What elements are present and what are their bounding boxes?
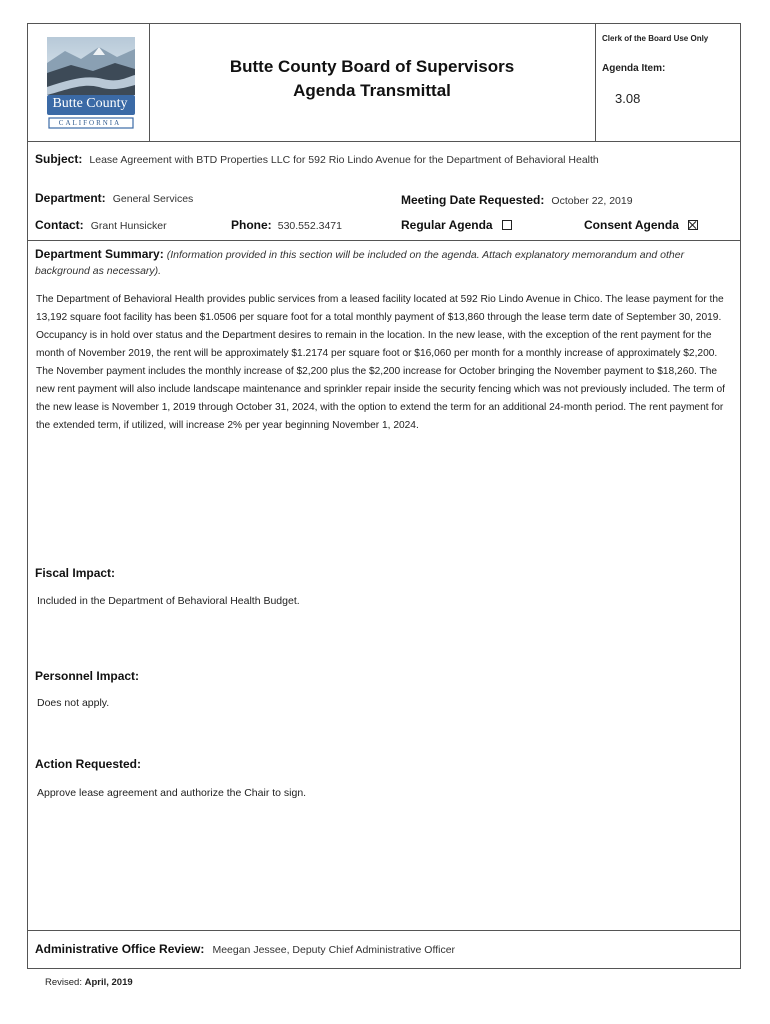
admin-review-row [35, 942, 455, 956]
regular-agenda-row [401, 218, 512, 232]
meeting-date-label: Meeting Date Requested: [401, 193, 545, 207]
header-row [28, 24, 740, 142]
admin-review-label: Administrative Office Review: [35, 942, 205, 956]
page-title [149, 55, 595, 103]
agenda-item-label: Agenda Item: [602, 63, 666, 74]
subject-label: Subject: [35, 152, 83, 166]
butte-county-logo [41, 35, 139, 131]
logo-name: Butte County [52, 96, 128, 111]
department-label: Department: [35, 191, 106, 205]
divider [28, 240, 740, 241]
logo-state: CALIFORNIA [58, 119, 122, 127]
summary-heading [35, 246, 731, 279]
action-requested-value: Approve lease agreement and authorize the Chair to sign. [37, 787, 307, 799]
subject-row [35, 152, 599, 166]
divider [28, 930, 740, 931]
regular-agenda-label: Regular Agenda [401, 218, 493, 232]
consent-agenda-label: Consent Agenda [584, 218, 679, 232]
clerk-label: Clerk of the Board Use Only [602, 34, 709, 43]
contact-value: Grant Hunsicker [90, 220, 167, 232]
subject-value: Lease Agreement with BTD Properties LLC for 592 Rio Lindo Avenue for the Department of Behavioral Health [89, 154, 599, 166]
phone-row [231, 218, 342, 232]
title-cell [149, 24, 595, 141]
contact-row [35, 218, 167, 232]
revised-note [45, 977, 133, 988]
agenda-transmittal-form [27, 23, 741, 969]
summary-note: (Information provided in this section will be included on the agenda. Attach explanatory memorandum and other background as necessary). [35, 249, 685, 277]
clerk-cell [595, 24, 743, 141]
department-row [35, 191, 193, 205]
summary-body: The Department of Behavioral Health provides public services from a leased facility located at 592 Rio Lindo Avenue in Chico. The lease payment for the 13,192 square foot facility has been $1.0506 per square foot for a total monthly payment of $13,860 through the lease term date of September 30, 2019. Occupancy is in hold over status and the Department desires to remain in the location. In the new lease, with the exception of the rent payment for the month of November 2019, the rent will be approximately $1.2174 per square foot or $16,060 per month for a monthly increase of approximately $2,200. The November payment includes the monthly increase of $2,200 plus the $2,200 increase for October bringing the November payment to $18,260. The new rent payment will also include landscape maintenance and sprinkler repair inside the security fencing which was not previously included. The term of the new lease is November 1, 2019 through October 31, 2024, with the option to extend the term for an additional 24-month period. The rent payment for the extended term, if utilized, will increase 2% per year beginning November 1, 2024. [36, 294, 725, 431]
revised-label: Revised: [45, 977, 82, 988]
agenda-item-value: 3.08 [615, 91, 641, 106]
summary-label: Department Summary: [35, 247, 164, 261]
personnel-impact-value: Does not apply. [37, 697, 110, 709]
regular-agenda-checkbox[interactable] [502, 220, 512, 230]
title-line-1: Butte County Board of Supervisors [229, 57, 515, 76]
action-requested-label: Action Requested: [35, 757, 142, 771]
revised-date: April, 2019 [84, 977, 133, 988]
title-line-2: Agenda Transmittal [293, 81, 451, 100]
contact-label: Contact: [35, 218, 84, 232]
department-value: General Services [112, 193, 194, 205]
phone-value: 530.552.3471 [277, 220, 342, 232]
phone-label: Phone: [231, 218, 272, 232]
personnel-impact-label: Personnel Impact: [35, 669, 140, 683]
fiscal-impact-value: Included in the Department of Behavioral Health Budget. [37, 595, 300, 607]
logo-cell [28, 24, 150, 141]
admin-review-value: Meegan Jessee, Deputy Chief Administrative Officer [212, 944, 456, 956]
fiscal-impact-label: Fiscal Impact: [35, 566, 116, 580]
meeting-date-row [401, 193, 633, 207]
consent-agenda-checkbox[interactable] [688, 220, 698, 230]
consent-agenda-row [584, 218, 698, 232]
meeting-date-value: October 22, 2019 [551, 195, 633, 207]
